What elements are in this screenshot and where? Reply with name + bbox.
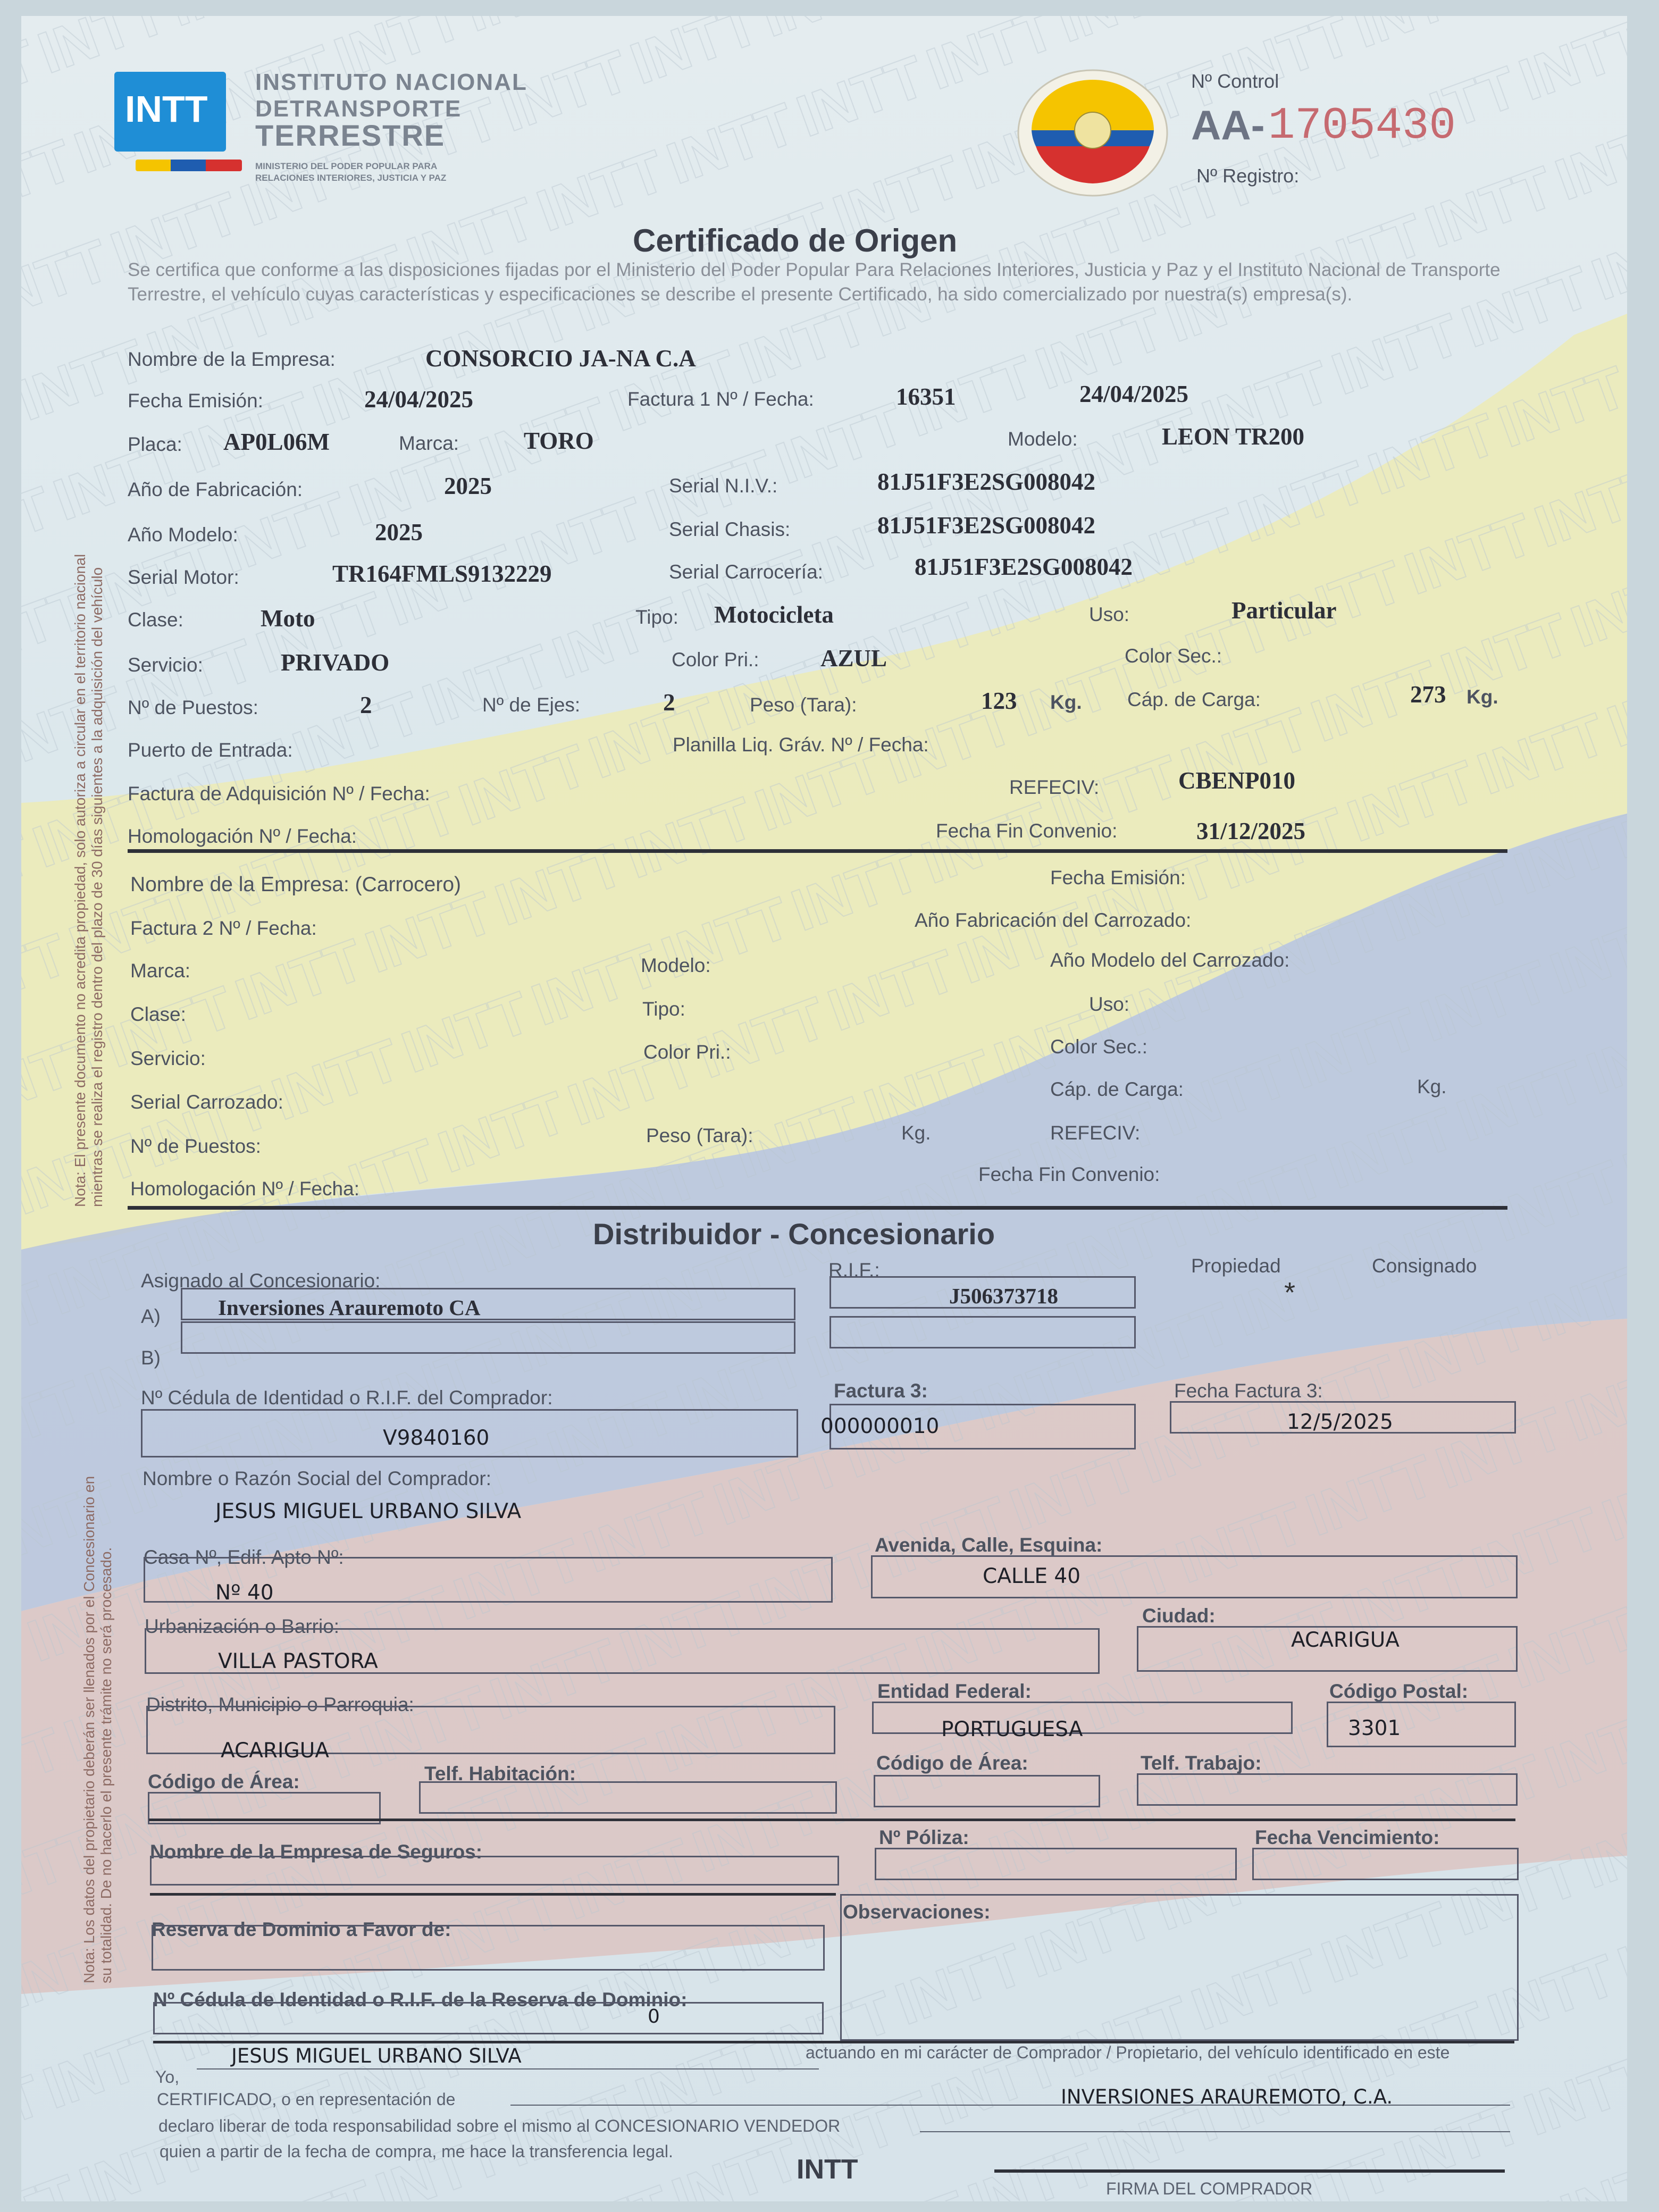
yo-label: Yo, xyxy=(155,2067,180,2087)
vendedor-underline xyxy=(920,2131,1510,2132)
declaration-line4: quien a partir de la fecha de compra, me hace la transferencia legal. xyxy=(160,2142,673,2161)
avenida-value: CALLE 40 xyxy=(983,1564,1081,1588)
factura-adq-label: Factura de Adquisición Nº / Fecha: xyxy=(128,783,430,805)
empresa-value: CONSORCIO JA-NA C.A xyxy=(425,345,696,372)
institute-line1: INSTITUTO NACIONAL xyxy=(255,69,527,95)
poliza-label: Nº Póliza: xyxy=(879,1826,969,1848)
section-divider-4 xyxy=(150,1893,836,1896)
ciudad-value: ACARIGUA xyxy=(1291,1628,1400,1652)
side-note-1-line1: Nota: El presente documento no acredita propiedad, solo autoriza a circular en el territorio nacional xyxy=(72,554,88,1207)
vendedor-value: INVERSIONES ARAUREMOTO, C.A. xyxy=(1061,2085,1393,2108)
ciudad-label: Ciudad: xyxy=(1142,1605,1216,1627)
modelo-value: LEON TR200 xyxy=(1162,423,1304,450)
urbanizacion-label: Urbanización o Barrio: xyxy=(145,1615,340,1637)
placa-value: AP0L06M xyxy=(223,429,330,455)
carrocero-empresa-label: Nombre de la Empresa: (Carrocero) xyxy=(130,873,462,896)
concesionario-a-value: Inversiones Arauremoto CA xyxy=(218,1295,481,1320)
side-note-2 xyxy=(81,1476,115,1983)
certificate-page xyxy=(21,16,1627,2201)
puerto-label: Puerto de Entrada: xyxy=(128,739,293,761)
intt-logo-text: INTT xyxy=(125,88,208,130)
section-divider-3 xyxy=(149,1819,1515,1821)
casa-label: Casa Nº, Edif. Apto Nº: xyxy=(144,1546,344,1568)
factura1-date: 24/04/2025 xyxy=(1079,381,1189,407)
declaration-line3: declaro liberar de toda responsabilidad sobre el mismo al CONCESIONARIO VENDEDOR xyxy=(158,2116,841,2135)
fecha-emision-label: Fecha Emisión: xyxy=(128,390,263,412)
propiedad-label: Propiedad xyxy=(1191,1255,1281,1277)
entidad-label: Entidad Federal: xyxy=(877,1680,1032,1702)
reserva-label: Reserva de Dominio a Favor de: xyxy=(152,1918,451,1940)
registro-label: Nº Registro: xyxy=(1196,165,1300,187)
carga-value: 273 xyxy=(1410,681,1446,708)
cedula-reserva-field[interactable] xyxy=(153,2002,824,2034)
rif-label: R.I.F.: xyxy=(828,1259,880,1281)
fecha-factura3-value: 12/5/2025 xyxy=(1287,1410,1393,1434)
refeciv-value: CBENP010 xyxy=(1178,767,1296,794)
carrocero-color-sec-label: Color Sec.: xyxy=(1050,1036,1148,1058)
factura1-number: 16351 xyxy=(896,383,956,410)
carrocero-clase-label: Clase: xyxy=(130,1003,186,1025)
avenida-label: Avenida, Calle, Esquina: xyxy=(875,1534,1103,1556)
concesionario-b-field[interactable] xyxy=(181,1321,795,1354)
control-label: Nº Control xyxy=(1191,70,1279,92)
cedula-reserva-label: Nº Cédula de Identidad o R.I.F. de la Reserva de Dominio: xyxy=(153,1989,688,2010)
empresa-label: Nombre de la Empresa: xyxy=(128,348,336,370)
carrocero-color-pri-label: Color Pri.: xyxy=(643,1041,731,1063)
nombre-value: JESUS MIGUEL URBANO SILVA xyxy=(215,1499,522,1523)
institute-name xyxy=(255,69,527,152)
side-note-2-line2: su totalidad. De no hacerlo el presente trámite no será procesado. xyxy=(98,1547,114,1983)
propiedad-mark: * xyxy=(1284,1277,1296,1309)
postal-value: 3301 xyxy=(1348,1716,1401,1740)
observaciones-field[interactable] xyxy=(840,1894,1519,2041)
side-note-1-line2: mientras se realiza el registro dentro del plazo de 30 días siguientes a la adquisición del vehículo xyxy=(89,567,105,1207)
ejes-value: 2 xyxy=(663,689,675,716)
serial-niv-label: Serial N.I.V.: xyxy=(669,475,778,497)
color-pri-label: Color Pri.: xyxy=(672,649,759,671)
reserva-field[interactable] xyxy=(152,1925,825,1971)
institute-line2: DETRANSPORTE xyxy=(255,96,462,122)
carrocero-fecha-fin-label: Fecha Fin Convenio: xyxy=(978,1163,1160,1185)
control-number: 1705430 xyxy=(1268,101,1456,152)
ministry-name xyxy=(255,161,446,184)
row-b-label: B) xyxy=(141,1347,161,1369)
peso-label: Peso (Tara): xyxy=(750,694,857,716)
fecha-fin-value: 31/12/2025 xyxy=(1196,818,1306,844)
carrocero-homologacion-label: Homologación Nº / Fecha: xyxy=(130,1178,359,1200)
factura3-label: Factura 3: xyxy=(834,1380,928,1402)
peso-kg-unit: Kg. xyxy=(1050,691,1082,713)
venezuela-seal-icon xyxy=(1016,66,1170,199)
clase-label: Clase: xyxy=(128,609,183,631)
carrocero-carga-label: Cáp. de Carga: xyxy=(1050,1078,1184,1100)
poliza-field[interactable] xyxy=(875,1848,1237,1880)
firma-label: FIRMA DEL COMPRADOR xyxy=(1106,2179,1313,2198)
tipo-value: Motocicleta xyxy=(714,601,834,628)
nombre-label: Nombre o Razón Social del Comprador: xyxy=(143,1468,492,1489)
urbanizacion-value: VILLA PASTORA xyxy=(218,1649,378,1673)
yo-nombre-value: JESUS MIGUEL URBANO SILVA xyxy=(231,2045,522,2067)
vencimiento-label: Fecha Vencimiento: xyxy=(1255,1826,1440,1848)
area-label: Código de Área: xyxy=(148,1771,300,1792)
distrito-value: ACARIGUA xyxy=(221,1739,329,1763)
consignado-label: Consignado xyxy=(1372,1255,1477,1277)
servicio-label: Servicio: xyxy=(128,654,203,676)
modelo-label: Modelo: xyxy=(1008,428,1078,450)
declaration-line1: actuando en mi carácter de Comprador / Propietario, del vehículo identificado en este xyxy=(806,2043,1450,2062)
carga-label: Cáp. de Carga: xyxy=(1127,689,1261,710)
carrocero-anio-modelo-label: Año Modelo del Carrozado: xyxy=(1050,949,1290,971)
carrocero-serial-label: Serial Carrozado: xyxy=(130,1091,283,1113)
carrocero-modelo-label: Modelo: xyxy=(641,954,711,976)
area2-label: Código de Área: xyxy=(876,1752,1028,1774)
carrocero-peso-kg-unit: Kg. xyxy=(901,1122,931,1144)
row-a-label: A) xyxy=(141,1305,161,1327)
fecha-fin-label: Fecha Fin Convenio: xyxy=(936,820,1118,842)
carga-kg-unit: Kg. xyxy=(1467,686,1498,708)
carrocero-servicio-label: Servicio: xyxy=(130,1048,206,1069)
seguro-empresa-field[interactable] xyxy=(150,1856,839,1886)
yo-underline xyxy=(197,2068,819,2069)
carrocero-marca-label: Marca: xyxy=(130,960,191,982)
fecha-factura3-label: Fecha Factura 3: xyxy=(1174,1380,1323,1402)
intt-stamp-text: INTT xyxy=(797,2154,858,2185)
page-title: Certificado de Origen xyxy=(633,223,958,258)
anio-fab-label: Año de Fabricación: xyxy=(128,479,303,500)
anio-modelo-value: 2025 xyxy=(375,519,423,546)
vencimiento-field[interactable] xyxy=(1252,1848,1519,1880)
cedula-value: V9840160 xyxy=(383,1426,490,1450)
asignado-label: Asignado al Concesionario: xyxy=(141,1270,381,1292)
control-prefix: AA- xyxy=(1191,102,1265,148)
color-pri-value: AZUL xyxy=(820,645,887,672)
telf-trab-field[interactable] xyxy=(1137,1773,1518,1806)
serial-chasis-value: 81J51F3E2SG008042 xyxy=(877,512,1096,539)
side-note-1 xyxy=(72,554,106,1207)
carrocero-tipo-label: Tipo: xyxy=(642,998,685,1020)
puestos-value: 2 xyxy=(360,692,372,718)
anio-fab-value: 2025 xyxy=(444,473,492,499)
uso-label: Uso: xyxy=(1089,604,1130,625)
serial-carroceria-label: Serial Carrocería: xyxy=(669,561,823,583)
factura1-label: Factura 1 Nº / Fecha: xyxy=(627,388,814,410)
servicio-value: PRIVADO xyxy=(281,649,390,676)
casa-value: Nº 40 xyxy=(215,1581,274,1605)
serial-niv-value: 81J51F3E2SG008042 xyxy=(877,468,1096,495)
placa-label: Placa: xyxy=(128,433,182,455)
serial-motor-label: Serial Motor: xyxy=(128,566,239,588)
marca-value: TORO xyxy=(524,428,594,454)
ministry-line2: RELACIONES INTERIORES, JUSTICIA Y PAZ xyxy=(255,173,447,183)
carrocero-carga-kg-unit: Kg. xyxy=(1417,1076,1447,1097)
section-divider-1 xyxy=(128,849,1507,853)
telf-hab-label: Telf. Habitación: xyxy=(424,1763,576,1784)
telf-hab-field[interactable] xyxy=(419,1781,837,1814)
carrocero-anio-fab-label: Año Fabricación del Carrozado: xyxy=(915,909,1192,931)
area2-field[interactable] xyxy=(874,1775,1100,1807)
puestos-label: Nº de Puestos: xyxy=(128,697,258,718)
telf-trab-label: Telf. Trabajo: xyxy=(1141,1752,1262,1774)
marca-label: Marca: xyxy=(399,432,459,454)
carrocero-refeciv-label: REFECIV: xyxy=(1050,1122,1141,1144)
refeciv-label: REFECIV: xyxy=(1009,776,1100,798)
declaration-line2: CERTIFICADO, o en representación de xyxy=(157,2090,456,2109)
institute-line3: TERRESTRE xyxy=(255,119,446,152)
entidad-value: PORTUGUESA xyxy=(941,1717,1083,1741)
planilla-label: Planilla Liq. Gráv. Nº / Fecha: xyxy=(673,734,929,756)
intt-logo xyxy=(114,72,242,183)
carrocero-fecha-emision-label: Fecha Emisión: xyxy=(1050,867,1186,889)
rif-b-field[interactable] xyxy=(830,1316,1136,1348)
fecha-emision-value: 24/04/2025 xyxy=(364,386,474,413)
homologacion-label: Homologación Nº / Fecha: xyxy=(128,825,357,847)
peso-value: 123 xyxy=(981,688,1017,714)
intro-paragraph: Se certifica que conforme a las disposiciones fijadas por el Ministerio del Poder Popular Para Relaciones Interiores, Justicia y Paz y el Instituto Nacional de Transporte Terrestre, el vehículo cuyas características y especificaciones se describe el presente Certificado, ha sido comercializado por nuestra(s) empresa(s). xyxy=(128,259,1501,305)
postal-label: Código Postal: xyxy=(1329,1680,1469,1702)
color-sec-label: Color Sec.: xyxy=(1125,645,1222,667)
serial-carroceria-value: 81J51F3E2SG008042 xyxy=(915,554,1133,580)
ministry-line1: MINISTERIO DEL PODER POPULAR PARA xyxy=(255,161,438,171)
observaciones-label: Observaciones: xyxy=(843,1901,991,1923)
carrocero-uso-label: Uso: xyxy=(1089,993,1130,1015)
clase-value: Moto xyxy=(261,605,315,632)
uso-value: Particular xyxy=(1231,597,1337,624)
cedula-label: Nº Cédula de Identidad o R.I.F. del Comprador: xyxy=(141,1387,553,1409)
side-note-2-line1: Nota: Los datos del propietario deberán ser llenados por el Concesionario en xyxy=(81,1476,97,1983)
serial-chasis-label: Serial Chasis: xyxy=(669,518,791,540)
tipo-label: Tipo: xyxy=(635,606,678,628)
ejes-label: Nº de Ejes: xyxy=(482,694,581,716)
factura3-value: 000000010 xyxy=(820,1414,940,1438)
rif-a-value: J506373718 xyxy=(949,1284,1058,1308)
seguro-empresa-label: Nombre de la Empresa de Seguros: xyxy=(150,1841,483,1863)
distrito-label: Distrito, Municipio o Parroquia: xyxy=(146,1694,414,1715)
avenida-field[interactable] xyxy=(871,1555,1518,1598)
firma-line xyxy=(994,2169,1505,2173)
section-divider-2 xyxy=(128,1206,1507,1210)
serial-motor-value: TR164FMLS9132229 xyxy=(332,560,552,587)
distribuidor-title: Distribuidor - Concesionario xyxy=(593,1217,995,1251)
carrocero-peso-label: Peso (Tara): xyxy=(646,1125,753,1146)
anio-modelo-label: Año Modelo: xyxy=(128,524,238,546)
factura2-label: Factura 2 Nº / Fecha: xyxy=(130,917,317,939)
carrocero-puestos-label: Nº de Puestos: xyxy=(130,1135,261,1157)
cedula-reserva-value: 0 xyxy=(648,2006,660,2027)
